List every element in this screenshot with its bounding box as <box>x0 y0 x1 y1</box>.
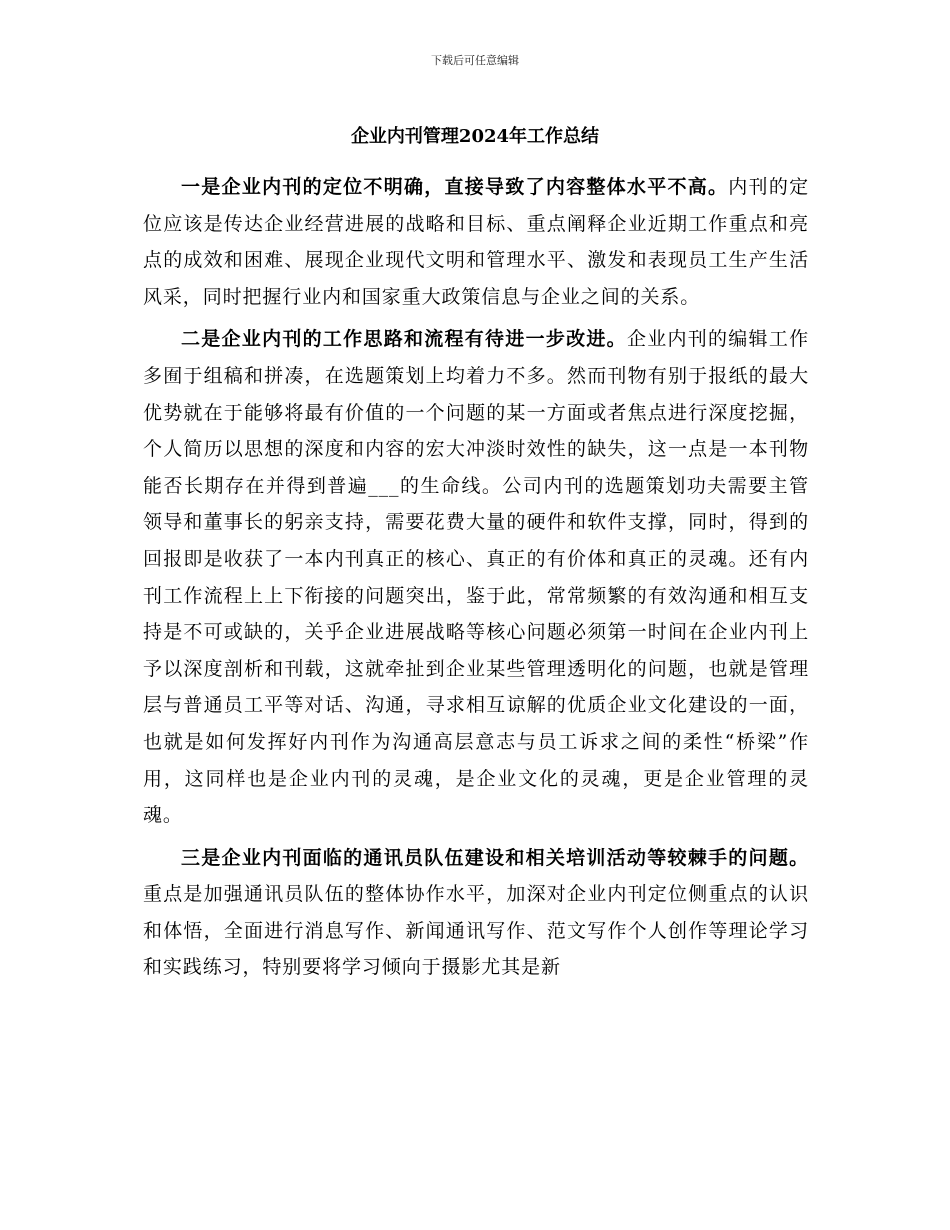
paragraph-3-lead: 三是企业内刊面临的通讯员队伍建设和相关培训活动等较棘手的问题。 <box>181 846 809 869</box>
paragraph-2-text: 企业内刊的编辑工作多囿于组稿和拼凑，在选题策划上均着力不多。然而刊物有别于报纸的最大优势就在于能够将最有价值的一个问题的某一方面或者焦点进行深度挖掘，个人简历以思想的深度和内容的宏大冲淡时效性的缺失，这一点是一本刊物能否长期存在并得到普遍___的生命线。公司内刊的选题策划功夫需要主管领导和董事长的躬亲支持，需要花费大量的硬件和软件支撑，同时，得到的回报即是收获了一本内刊真正的核心、真正的有价体和真正的灵魂。还有内刊工作流程上上下衔接的问题突出，鉴于此，常常频繁的有效沟通和相互支持是不可或缺的，关乎企业进展战略等核心问题必须第一时间在企业内刊上予以深度剖析和刊载，这就牵扯到企业某些管理透明化的问题，也就是管理层与普通员工平等对话、沟通，寻求相互谅解的优质企业文化建设的一面，也就是如何发挥好内刊作为沟通高层意志与员工诉求之间的柔性“桥梁”作用，这同样也是企业内刊的灵魂，是企业文化的灵魂，更是企业管理的灵魂。 <box>143 328 809 827</box>
paragraph-1-text: 内刊的定位应该是传达企业经营进展的战略和目标、重点阐释企业近期工作重点和亮点的成效和困难、展现企业现代文明和管理水平、激发和表现员工生产生活风采，同时把握行业内和国家重大政策信息与企业之间的关系。 <box>143 176 809 308</box>
paragraph-3-text: 重点是加强通讯员队伍的整体协作水平，加深对企业内刊定位侧重点的认识和体悟，全面进行消息写作、新闻通讯写作、范文写作个人创作等理论学习和实践练习，特别要将学习倾向于摄影尤其是新 <box>143 883 809 979</box>
paragraph-1-lead: 一是企业内刊的定位不明确，直接导致了内容整体水平不高。 <box>181 176 729 198</box>
paragraph-2 <box>143 321 809 833</box>
page-header-note: 下载后可任意编辑 <box>431 54 519 67</box>
paragraph-1 <box>143 169 809 315</box>
paragraph-2-lead: 二是企业内刊的工作思路和流程有待进一步改进。 <box>181 328 627 351</box>
paragraph-3 <box>143 840 809 986</box>
document-title: 企业内刊管理2024年工作总结 <box>350 126 600 147</box>
document-body <box>143 169 809 992</box>
